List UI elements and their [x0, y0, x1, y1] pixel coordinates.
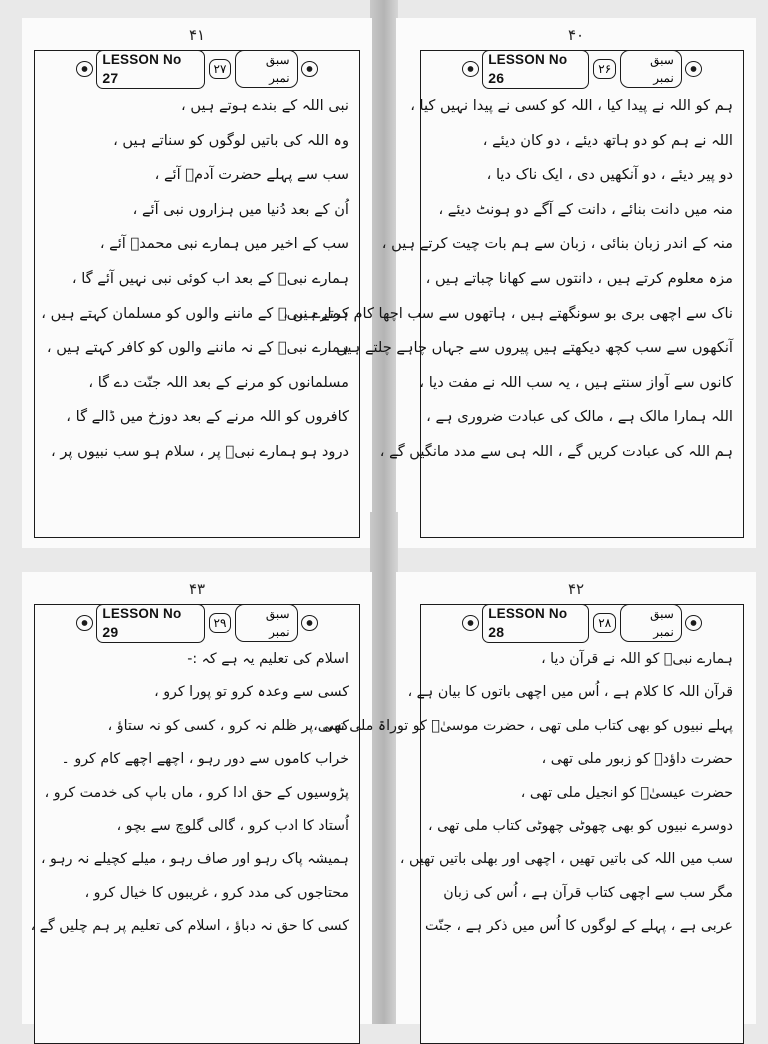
text-line: عربی ہے ، پہلے کے لوگوں کا اُس میں ذکر ہے ، جنّت	[425, 918, 733, 935]
text-line: ہم اللہ کی عبادت کریں گے ، اللہ ہی سے مدد مانگیں گے ،	[379, 442, 733, 460]
text-line: ہمارے نبیؐ کے نہ ماننے والوں کو کافر کہتے ہیں ،	[46, 339, 349, 357]
page-number: ۴۱	[188, 26, 206, 44]
lesson-label: LESSON No 27	[96, 50, 204, 89]
page-right	[313, 572, 756, 1024]
spread-bottom	[0, 512, 768, 1024]
lesson-banner: سبق نمبر	[235, 604, 297, 642]
text-line: کسی کا حق نہ دباؤ ، اسلام کی تعلیم پر ہم چلیں گے ،	[30, 918, 349, 935]
text-line: اُن کے بعد دُنیا میں ہزاروں نبی آئے ،	[132, 200, 349, 218]
text-line: دو پیر دیئے ، دو آنکھیں دی ، ایک ناک دیا ،	[486, 166, 733, 184]
text-line: پہلے نبیوں کو بھی کتاب ملی تھی ، حضرت موسیٰؑ کو توراۃ ملی تھی ،	[313, 717, 733, 734]
lesson-label: LESSON No 28	[482, 604, 589, 643]
text-line: کانوں سے آواز سنتے ہیں ، یہ سب اللہ نے مفت دیا ،	[419, 373, 733, 391]
lesson-number-urdu: ۲۸	[593, 613, 616, 633]
spread-top	[0, 0, 768, 512]
lesson-banner: سبق نمبر	[620, 50, 682, 88]
ornament-icon	[301, 61, 318, 77]
lesson-number-urdu: ۲۶	[593, 59, 616, 79]
page-number: ۴۰	[567, 26, 585, 44]
page-left	[22, 572, 372, 1024]
lesson-header	[73, 51, 321, 86]
text-line: محتاجوں کی مدد کرو ، غریبوں کا خیال کرو ،	[84, 884, 349, 901]
text-line: حضرت عیسیٰؑ کو انجیل ملی تھی ،	[520, 784, 733, 801]
text-line: حضرت داؤدؑ کو زبور ملی تھی ،	[541, 751, 733, 768]
ornament-icon	[76, 615, 93, 631]
text-line: کسی پر ظلم نہ کرو ، کسی کو نہ ستاؤ ،	[107, 717, 349, 734]
text-line: سب کے اخیر میں ہمارے نبی محمدؐ آئے ،	[99, 235, 349, 253]
lesson-text	[283, 89, 733, 470]
lesson-number: 29	[102, 623, 119, 640]
text-line: ناک سے اچھی بری بو سونگھتے ہیں ، ہاتھوں سے سب اچھا کام کرتے ہیں ،	[283, 304, 733, 322]
text-line: نبی اللہ کے بندے ہوتے ہیں ،	[181, 97, 349, 114]
ornament-icon	[685, 615, 702, 631]
page-number: ۴۳	[188, 580, 206, 598]
lesson-number-urdu: ۲۷	[209, 59, 232, 79]
lesson-number: 26	[488, 69, 505, 86]
lesson-number: 28	[488, 623, 505, 640]
lesson-header	[459, 51, 705, 86]
lesson-box	[30, 604, 360, 1044]
text-line: کسی سے وعدہ کرو تو پورا کرو ،	[154, 684, 349, 701]
text-line: ہمارے نبیؐ کے ماننے والوں کو مسلمان کہتے ہیں ،	[41, 304, 349, 322]
text-line: آنکھوں سے سب کچھ دیکھتے ہیں پیروں سے جہاں چاہے چلتے ہیں ،	[326, 339, 733, 357]
text-line: منہ کے اندر زبان بنائی ، زبان سے ہم بات چیت کرتے ہیں ،	[381, 235, 733, 253]
page-left	[22, 18, 372, 548]
text-line: خراب کاموں سے دور رہو ، اچھے اچھے کام کرو ۔	[61, 751, 349, 768]
text-line: درود ہو ہمارے نبیؐ پر ، سلام ہو سب نبیوں پر ،	[50, 442, 349, 460]
text-line: قرآن اللہ کا کلام ہے ، اُس میں اچھی باتوں کا بیان ہے ،	[407, 684, 733, 701]
text-line: ہم کو اللہ نے پیدا کیا ، اللہ کو کسی نے پیدا نہیں کیا ،	[410, 97, 733, 114]
lesson-text	[41, 89, 349, 470]
lesson-header	[73, 605, 321, 640]
text-line: سب میں اللہ کی باتیں تھیں ، اچھی اور بھلی باتیں تھیں ،	[399, 851, 733, 868]
lesson-banner: سبق نمبر	[620, 604, 682, 642]
text-line: سب سے پہلے حضرت آدمؑ آئے ،	[154, 166, 349, 184]
ornament-icon	[462, 615, 479, 631]
text-line: ہمارے نبیؐ کے بعد اب کوئی نبی نہیں آئے گا ،	[71, 269, 349, 287]
lesson-number: 27	[102, 69, 119, 86]
text-line: دوسرے نبیوں کو بھی چھوٹی چھوٹی کتاب ملی تھی ،	[428, 818, 733, 835]
lesson-label: LESSON No 29	[96, 604, 204, 643]
text-line: مزہ معلوم کرتے ہیں ، دانتوں سے کھانا چباتے ہیں ،	[425, 269, 733, 287]
text-line: کافروں کو اللہ مرنے کے بعد دوزخ میں ڈالے گا ،	[66, 408, 349, 426]
text-line: اُستاد کا ادب کرو ، گالی گلوچ سے بچو ،	[116, 818, 349, 835]
page-right	[283, 18, 756, 548]
text-line: منہ میں دانت بنائے ، دانت کے آگے دو ہونٹ دیئے ،	[438, 200, 733, 218]
lesson-number-urdu: ۲۹	[209, 613, 232, 633]
text-line: وہ اللہ کی باتیں لوگوں کو سناتے ہیں ،	[113, 131, 349, 149]
ornament-icon	[301, 615, 318, 631]
lesson-header	[459, 605, 705, 640]
text-line: اسلام کی تعلیم یہ ہے کہ :-	[187, 651, 349, 667]
text-line: اللہ نے ہم کو دو ہاتھ دیئے ، دو کان دیئے ،	[482, 131, 733, 149]
book-gutter	[370, 512, 398, 1024]
ornament-icon	[685, 61, 702, 77]
lesson-box	[34, 50, 360, 538]
page-number: ۴۲	[567, 580, 585, 598]
text-line: پڑوسیوں کے حق ادا کرو ، ماں باپ کی خدمت کرو ،	[44, 784, 349, 801]
ornament-icon	[462, 61, 479, 77]
lesson-label: LESSON No 26	[482, 50, 589, 89]
ornament-icon	[76, 61, 93, 77]
lesson-text	[313, 643, 733, 944]
text-line: اللہ ہمارا مالک ہے ، مالک کی عبادت ضروری ہے ،	[426, 408, 733, 426]
text-line: ہمیشہ پاک رہو اور صاف رہو ، میلے کچیلے نہ رہو ،	[40, 851, 349, 868]
text-line: مگر سب سے اچھی کتاب قرآن ہے ، اُس کی زبان	[443, 884, 733, 901]
lesson-banner: سبق نمبر	[235, 50, 297, 88]
text-line: مسلمانوں کو مرنے کے بعد اللہ جنّت دے گا ،	[88, 373, 349, 391]
lesson-box	[283, 50, 744, 538]
lesson-box	[313, 604, 744, 1044]
text-line: ہمارے نبیؐ کو اللہ نے قرآن دیا ،	[541, 651, 733, 667]
lesson-text	[30, 643, 349, 944]
